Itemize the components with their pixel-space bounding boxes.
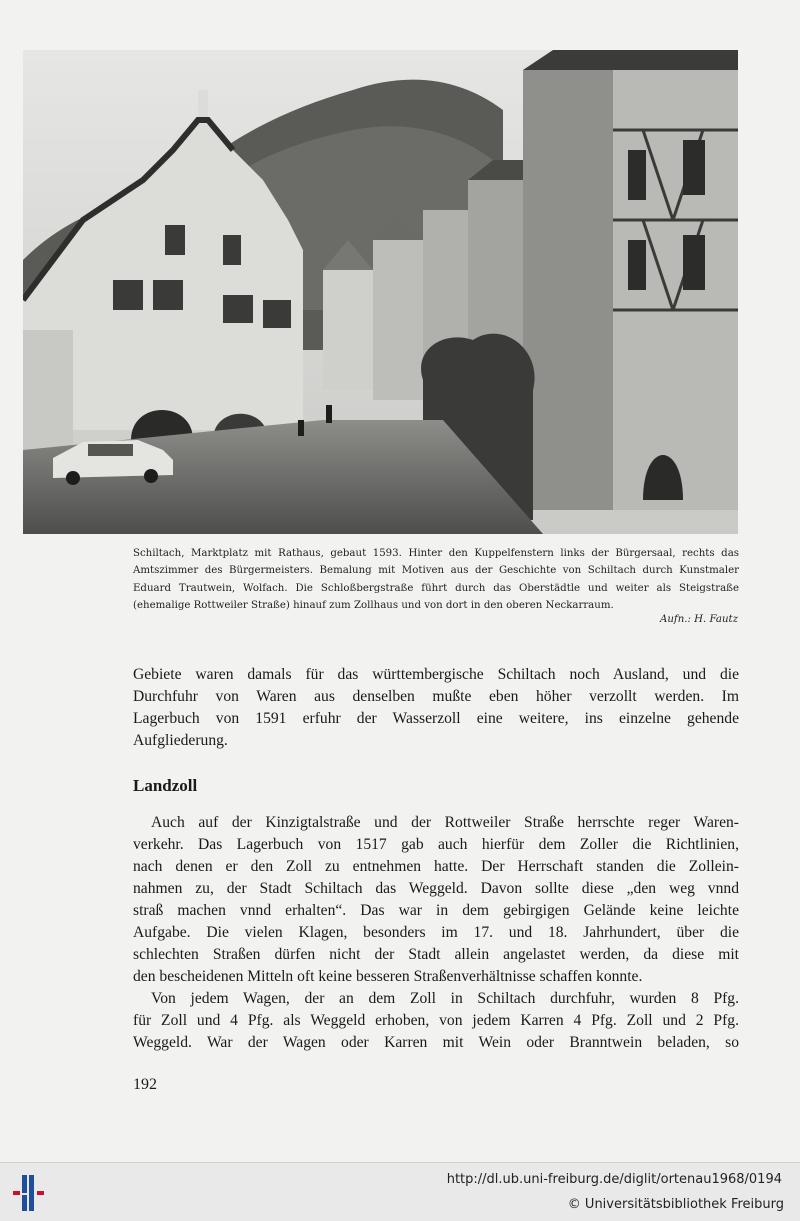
ub-freiburg-logo-icon[interactable] <box>10 1173 50 1213</box>
paragraph-wagen <box>133 988 739 1054</box>
text-line: schlechten Straßen dürfen nicht der Stadt allein angelastet werden, da diese mit <box>133 946 739 963</box>
caption-text: Schiltach, Marktplatz mit Rathaus, gebaut 1593. Hinter den Kuppelfenstern links der Bürgersaal, rechts das Amtszimmer des Bürgermeisters. Bemalung mit Motiven aus der Geschichte von Schiltach durch Kunstmaler Eduard Trautwein, Wolfach. Die Schloßbergstraße führt durch das Oberstädtle und weiter als Steigstraße (ehemalige Rottweiler Straße) hinauf zum Zollhaus und von dort in den oberen Neckarraum. <box>133 548 739 612</box>
text-line: Auch auf der Kinzigtalstraße und der Rottweiler Straße herrschte reger Waren- <box>151 814 739 831</box>
text-line: Aufgabe. Die vielen Klagen, besonders im 17. und 18. Jahrhundert, über die <box>133 924 739 941</box>
section-heading: Landzoll <box>133 776 198 795</box>
text-line: für Zoll und 4 Pfg. als Weggeld erhoben, von jedem Karren 4 Pfg. Zoll und 2 Pfg. <box>133 1012 739 1029</box>
text-line: verkehr. Das Lagerbuch von 1517 gab auch hierfür dem Zoller die Richtlinien, <box>133 836 739 853</box>
town-square-photo <box>23 50 738 534</box>
text-line: Von jedem Wagen, der an dem Zoll in Schiltach durchfuhr, wurden 8 Pfg. <box>151 990 739 1007</box>
text-line: Aufgliederung. <box>133 732 228 749</box>
text-line: Durchfuhr von Waren aus denselben mußte eben höher verzollt werden. Im <box>133 688 739 705</box>
text-line: nach denen er den Zoll zu entnehmen hatte. Der Herrschaft standen die Zollein- <box>133 858 739 875</box>
page-number: 192 <box>133 1076 157 1093</box>
text-line: den bescheidenen Mitteln oft keine besseren Straßenverhältnisse schaffen konnte. <box>133 968 643 985</box>
text-line: nahmen zu, der Stadt Schiltach das Weggeld. Davon sollte diese „den weg vnnd <box>133 880 739 897</box>
paragraph-landzoll <box>133 812 739 988</box>
source-url-link[interactable]: http://dl.ub.uni-freiburg.de/diglit/ortenau1968/0194 <box>446 1172 782 1187</box>
text-line: straß machen vnnd erhalten“. Das war in dem gebirgigen Gelände keine leichte <box>133 902 739 919</box>
paragraph-intro <box>133 664 739 752</box>
photo-credit: Aufn.: H. Fautz <box>660 614 738 625</box>
photo-caption <box>133 545 739 615</box>
text-line: Gebiete waren damals für das württembergische Schiltach noch Ausland, und die <box>133 666 739 683</box>
text-line: Lagerbuch von 1591 erfuhr der Wasserzoll eine weitere, ins einzelne gehende <box>133 710 739 727</box>
text-line: Weggeld. War der Wagen oder Karren mit Wein oder Branntwein beladen, so <box>133 1034 739 1051</box>
footer-bar <box>0 1162 800 1221</box>
copyright-notice: © Universitätsbibliothek Freiburg <box>567 1197 784 1212</box>
